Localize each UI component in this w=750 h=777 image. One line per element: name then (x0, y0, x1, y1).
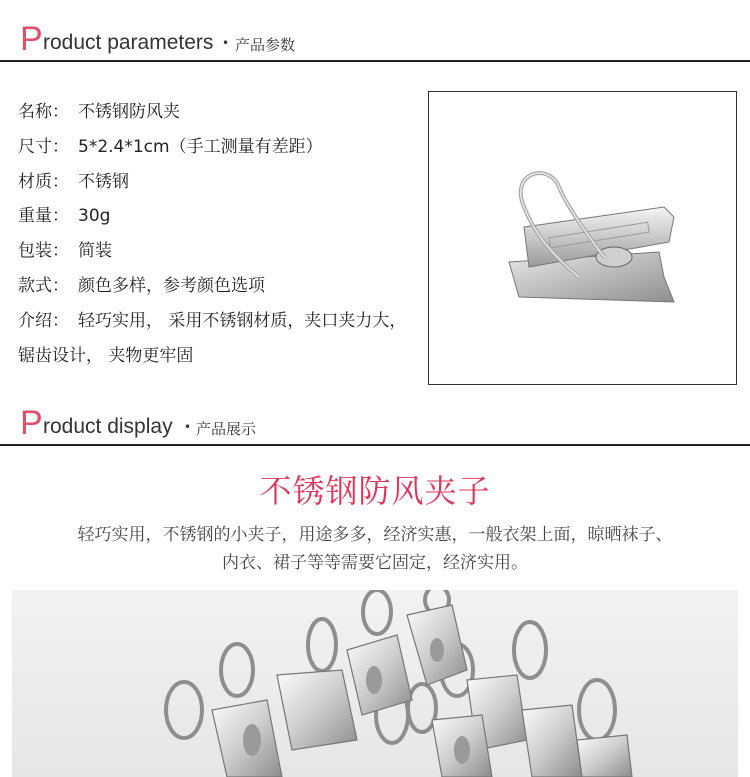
clip-illustration (429, 92, 736, 384)
param-label: 尺寸： (18, 137, 69, 157)
param-label: 重量： (18, 206, 69, 226)
param-label: 材质： (18, 172, 69, 192)
param-row-size (18, 132, 323, 157)
product-photo (12, 590, 738, 777)
param-row-weight (18, 201, 110, 226)
param-value: 轻巧实用， 采用不锈钢材质，夹口夹力大， (78, 311, 407, 331)
display-description-line-2: 内衣、裙子等等需要它固定，经济实用。 (222, 553, 528, 573)
section-header-parameters (0, 0, 750, 62)
param-row-name (18, 97, 180, 122)
param-row-style (18, 271, 265, 296)
param-value: 30g (78, 206, 111, 226)
section-header-display (0, 384, 750, 446)
header-bullet: • (184, 420, 192, 434)
header-initial-letter: P (20, 20, 43, 58)
param-label: 款式： (18, 276, 69, 296)
clips-photo-illustration (12, 590, 738, 777)
param-value: 不锈钢 (78, 172, 129, 192)
header-title: roduct display (43, 415, 173, 438)
display-title: 不锈钢防风夹子 (259, 472, 491, 510)
param-value: 5*2.4*1cm（手工测量有差距） (78, 137, 323, 157)
header-initial-letter: P (20, 404, 43, 442)
header-subtitle: 产品展示 (196, 420, 257, 438)
product-image-frame (428, 91, 737, 385)
header-divider (0, 444, 750, 446)
param-value: 颜色多样，参考颜色选项 (78, 276, 265, 296)
header-subtitle: 产品参数 (235, 36, 296, 54)
param-row-packaging (18, 236, 112, 261)
param-row-material (18, 167, 129, 192)
param-row-intro-continued: 锯齿设计， 夹物更牢固 (18, 346, 194, 366)
param-row-intro (18, 306, 406, 331)
param-value: 简装 (78, 241, 112, 261)
param-value: 不锈钢防风夹 (78, 102, 180, 122)
display-description-line-1: 轻巧实用，不锈钢的小夹子，用途多多，经济实惠，一般衣架上面，晾晒袜子、 (77, 525, 673, 545)
param-label: 介绍： (18, 311, 69, 331)
header-bullet: • (222, 36, 230, 50)
header-divider (0, 60, 750, 62)
param-label: 名称： (18, 102, 69, 122)
param-label: 包装： (18, 241, 69, 261)
header-title: roduct parameters (43, 31, 214, 54)
